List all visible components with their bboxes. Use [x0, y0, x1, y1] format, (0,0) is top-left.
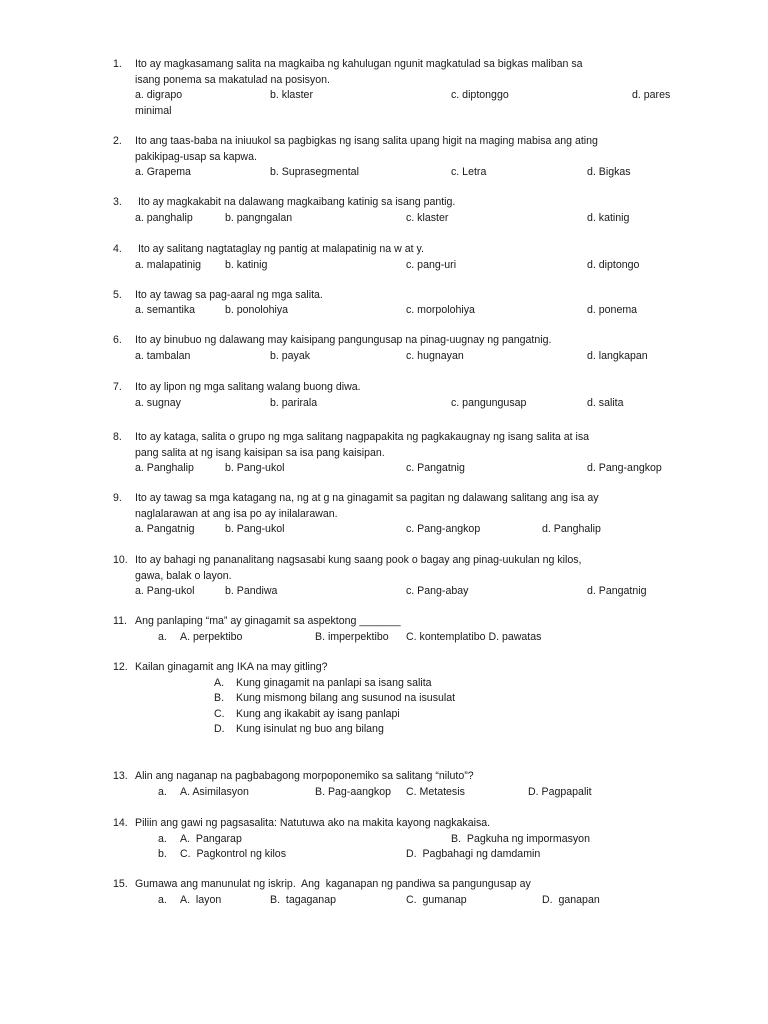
question-text [135, 553, 655, 584]
option-a: a. semantika [135, 304, 196, 316]
question-number: 13. [113, 770, 128, 782]
option-c: c. pangungusap [451, 397, 527, 409]
question-number: 11. [113, 615, 127, 627]
option-c: C. Metatesis [406, 786, 465, 798]
option-d: d. pares [632, 89, 671, 101]
question-text-line: pakikipag-usap sa kapwa. [135, 150, 257, 163]
option-d: d. diptongo [587, 259, 640, 271]
option-d-letter: D. [214, 723, 225, 735]
question-text [135, 877, 655, 893]
option-c: c. pang-uri [406, 259, 457, 271]
question-text-line: Ito ay salitang nagtataglay ng pantig at malapatinig na w at y. [135, 243, 424, 255]
option-d: d. Bigkas [587, 166, 631, 178]
option-d: d. katinig [587, 212, 630, 224]
option-c-letter: C. [214, 708, 225, 720]
question-text [135, 614, 655, 630]
question-text-line: Ang panlaping “ma” ay ginagamit sa aspektong _______ [135, 615, 401, 627]
question-text-line: Ito ay magkakabit na dalawang magkaibang katinig sa isang pantig. [135, 196, 456, 208]
question-text-line: Piliin ang gawi ng pagsasalita: Natutuwa ako na makita kayong nagkakaisa. [135, 817, 491, 829]
question-text [135, 288, 655, 304]
question-text [135, 769, 655, 785]
option-c: c. Letra [451, 166, 487, 178]
option-a: A. Asimilasyon [180, 786, 249, 798]
option-c: c. klaster [406, 212, 449, 224]
list-marker: a. [158, 833, 167, 845]
option-a: a. Panghalip [135, 462, 194, 474]
option-c: c. Pang-abay [406, 585, 469, 597]
option-b: b. ponolohiya [225, 304, 289, 316]
option-a: a. tambalan [135, 350, 191, 362]
option-c: c. hugnayan [406, 350, 464, 362]
option-d: D. Pagpapalit [528, 786, 592, 798]
option-d: d. Panghalip [542, 523, 601, 535]
option-c-d: C. kontemplatibo D. pawatas [406, 631, 542, 643]
option-b: Kung mismong bilang ang susunod na isusulat [236, 692, 456, 704]
question-number: 5. [113, 289, 122, 301]
option-c: C. Pagkontrol ng kilos [180, 848, 286, 860]
option-c: C. gumanap [406, 894, 467, 906]
option-a: A. layon [180, 894, 222, 906]
question-number: 3. [113, 196, 122, 208]
question-text [135, 57, 655, 88]
question-number: 12. [113, 661, 128, 673]
option-a: a. malapatinig [135, 259, 201, 271]
question-text [135, 430, 655, 461]
option-b: b. parirala [270, 397, 318, 409]
question-text [135, 134, 655, 165]
question-text [135, 333, 655, 349]
list-marker: a. [158, 631, 167, 643]
list-marker: a. [158, 894, 167, 906]
option-c: Kung ang ikakabit ay isang panlapi [236, 708, 400, 720]
option-b: b. payak [270, 350, 311, 362]
question-text [135, 816, 655, 832]
question-text-line: Ito ay lipon ng mga salitang walang buong diwa. [135, 381, 361, 393]
question-text-line: Ito ay kataga, salita o grupo ng mga salitang nagpapakita ng pagkakaugnay ng isang salita at isa [135, 431, 590, 443]
option-b: B. tagaganap [270, 894, 336, 906]
option-b: B. Pagkuha ng impormasyon [451, 833, 590, 845]
option-b-letter: B. [214, 692, 225, 704]
option-b: b. pangngalan [225, 212, 293, 224]
question-number: 1. [113, 58, 122, 70]
question-text [135, 242, 655, 258]
option-b: b. klaster [270, 89, 313, 101]
question-text-line: Ito ay magkasamang salita na magkaiba ng kahulugan ngunit magkatulad sa bigkas maliban sa [135, 58, 583, 70]
option-a-letter: A. [214, 677, 225, 689]
option-d: d. Pangatnig [587, 585, 647, 597]
list-marker: a. [158, 786, 167, 798]
question-number: 6. [113, 334, 122, 346]
option-d-continuation: minimal [135, 105, 172, 117]
question-text-line: Ito ay binubuo ng dalawang may kaisipang pangungusap na pinag-uugnay ng pangatnig. [135, 334, 552, 346]
question-text-line: naglalarawan at ang isa po ay inilalarawan. [135, 507, 338, 520]
question-text-line: Ito ay tawag sa mga katagang na, ng at g na ginagamit sa pagitan ng dalawang salitang ang isa ay [135, 492, 599, 504]
question-text [135, 491, 655, 522]
option-b: b. katinig [225, 259, 268, 271]
option-b: b. Suprasegmental [270, 166, 359, 178]
question-text-line: Ito ay bahagi ng pananalitang nagsasabi kung saang pook o bagay ang pinag-uukulan ng kilos, [135, 554, 582, 566]
option-c: c. morpolohiya [406, 304, 475, 316]
list-marker: b. [158, 848, 167, 860]
option-c: c. diptonggo [451, 89, 509, 101]
option-b: B. imperpektibo [315, 631, 389, 643]
question-text-line: gawa, balak o layon. [135, 569, 232, 582]
question-number: 10. [113, 554, 128, 566]
question-number: 7. [113, 381, 122, 393]
question-text-line: Gumawa ang manunulat ng iskrip. Ang kaganapan ng pandiwa sa pangungusap ay [135, 878, 531, 890]
option-c: c. Pang-angkop [406, 523, 481, 535]
option-d: d. Pang-angkop [587, 462, 662, 474]
option-a: a. Grapema [135, 166, 191, 178]
question-text-line: Alin ang naganap na pagbabagong morpoponemiko sa salitang “niluto”? [135, 770, 474, 782]
question-number: 8. [113, 431, 122, 443]
option-a: A. Pangarap [180, 833, 242, 845]
option-d: d. ponema [587, 304, 638, 316]
question-text-line: Ito ay tawag sa pag-aaral ng mga salita. [135, 289, 323, 301]
option-d: D. ganapan [542, 894, 600, 906]
question-number: 2. [113, 135, 122, 147]
option-b: b. Pang-ukol [225, 462, 285, 474]
question-text-line: Kailan ginagamit ang IKA na may gitling? [135, 661, 328, 673]
question-text [135, 660, 655, 676]
question-text [135, 380, 655, 396]
option-b: b. Pang-ukol [225, 523, 285, 535]
option-b: B. Pag-aangkop [315, 786, 391, 798]
question-number: 14. [113, 817, 128, 829]
option-d: d. langkapan [587, 350, 648, 362]
option-a: a. Pang-ukol [135, 585, 195, 597]
question-number: 15. [113, 878, 128, 890]
option-d: D. Pagbahagi ng damdamin [406, 848, 541, 860]
option-d: Kung isinulat ng buo ang bilang [236, 723, 384, 735]
option-a: A. perpektibo [180, 631, 243, 643]
option-d: d. salita [587, 397, 624, 409]
option-a: a. panghalip [135, 212, 193, 224]
option-b: b. Pandiwa [225, 585, 278, 597]
question-text-line: isang ponema sa makatulad na posisyon. [135, 73, 330, 86]
option-a: a. digrapo [135, 89, 183, 101]
question-number: 9. [113, 492, 122, 504]
option-a: a. Pangatnig [135, 523, 195, 535]
option-a: Kung ginagamit na panlapi sa isang salita [236, 677, 432, 689]
question-number: 4. [113, 243, 122, 255]
question-text-line: pang salita at ng isang kaisipan sa isa pang kaisipan. [135, 446, 385, 459]
option-c: c. Pangatnig [406, 462, 465, 474]
question-text [135, 195, 655, 211]
option-a: a. sugnay [135, 397, 181, 409]
question-text-line: Ito ang taas-baba na iniuukol sa pagbigkas ng isang salita upang higit na maging mabisa ang ating [135, 135, 598, 147]
